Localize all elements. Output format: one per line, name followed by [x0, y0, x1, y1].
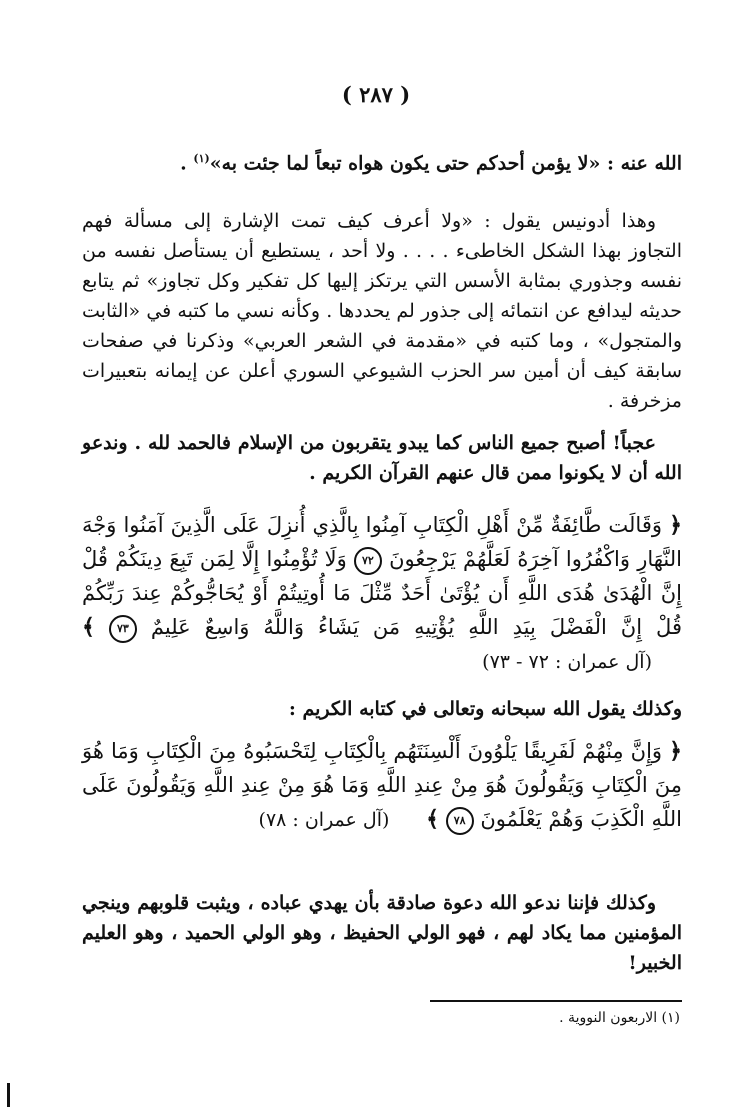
verse-2-text: وَإِنَّ مِنْهُمْ لَفَرِيقًا يَلْوُونَ أَلْسِنَتَهُم بِالْكِتَابِ لِتَحْسَبُوهُ مِنَ الْكِتَابِ وَمَا هُوَ مِنَ الْكِتَابِ وَيَقُولُونَ هُوَ مِنْ عِندِ اللَّهِ وَمَا هُوَ مِنْ عِندِ اللَّهِ وَيَقُولُونَ عَلَى اللَّهِ الْكَذِبَ وَهُمْ يَعْلَمُونَ [82, 739, 682, 831]
paragraph-adonis-text: وهذا أدونيس يقول : «ولا أعرف كيف تمت الإشارة إلى مسألة فهم التجاوز بهذا الشكل الخاطىء . . . . ولا أحد ، يستطيع أن يستأصل نفسه من نفسه وجذوري بمثابة الأسس التي يرتكز إليها كل تفكير وكل تجاوز» ثم يتابع حديثه ليدافع عن انتمائه إلى جذور لم يحددها . وكأنه نسي ما كتبه في «الثابت والمتجول» ، وما كتبه في «مقدمة في الشعر العربي» وذكرنا في صفحات سابقة كيف أن أمين سر الحزب الشيوعي السوري أعلن عن إيمانه بتعبيرات مزخرفة . [82, 210, 682, 412]
paragraph-wonder [82, 428, 682, 488]
verse-1-citation: (آل عمران : ٧٢ - ٧٣) [482, 651, 652, 673]
footnote-reference: (١) [193, 152, 210, 165]
footnote-divider [430, 1000, 682, 1002]
ayah-number-marker: ٧٣ [109, 615, 137, 643]
paragraph-prayer [82, 888, 682, 978]
verse-1-text-a: وَقَالَت طَّائِفَةٌ مِّنْ أَهْلِ الْكِتَابِ آمِنُوا بِالَّذِي أُنزِلَ عَلَى الَّذِينَ آمَنُوا وَجْهَ النَّهَارِ وَاكْفُرُوا آخِرَهُ لَعَلَّهُمْ يَرْجِعُونَ [82, 513, 682, 571]
paragraph-wonder-text: عجباً! أصبح جميع الناس كما يبدو يتقربون من الإسلام فالحمد لله . وندعو الله أن لا يكونوا ممن قال عنهم القرآن الكريم . [82, 432, 682, 484]
hadith-text: الله عنه : «لا يؤمن أحدكم حتى يكون هواه تبعاً لما جئت به» [209, 152, 682, 175]
paragraph-and-so [82, 694, 682, 724]
verse-close-bracket: ﴾ [426, 806, 439, 832]
scan-edge-mark [7, 1083, 10, 1107]
quran-verse-2 [82, 734, 682, 837]
quran-verse-1 [82, 508, 682, 679]
verse-close-bracket: ﴾ [82, 614, 95, 640]
paragraph-adonis [82, 206, 682, 416]
verse-2-citation: (آل عمران : ٧٨) [258, 809, 390, 831]
paragraph-prayer-text: وكذلك فإننا ندعو الله دعوة صادقة بأن يهدي عباده ، ويثبت قلوبهم وينجي المؤمنين مما يكاد لهم ، فهو الولي الحفيظ ، وهو الولي الحميد ، وهو العليم الخبير! [82, 892, 682, 974]
footnote: (١) الاربعون النووية . [559, 1010, 680, 1026]
paragraph-hadith: الله عنه : «لا يؤمن أحدكم حتى يكون هواه تبعاً لما جئت به»$^{(١)}$ . [180, 152, 682, 175]
paragraph-and-so-text: وكذلك يقول الله سبحانه وتعالى في كتابه الكريم : [288, 698, 682, 720]
verse-open-bracket: ﴿ [669, 512, 682, 538]
page-number: ( ٢٨٧ ) [341, 82, 411, 107]
ayah-number-marker: ٧٨ [446, 807, 474, 835]
verse-1-text-b: وَلَا تُؤْمِنُوا إِلَّا لِمَن تَبِعَ دِينَكُمْ قُلْ إِنَّ الْهُدَىٰ هُدَى اللَّهِ أَن يُؤْتَىٰ أَحَدٌ مِّثْلَ مَا أُوتِيتُمْ أَوْ يُحَاجُّوكُمْ عِندَ رَبِّكُمْ قُلْ إِنَّ الْفَضْلَ بِيَدِ اللَّهِ يُؤْتِيهِ مَن يَشَاءُ وَاللَّهُ وَاسِعٌ عَلِيمٌ [82, 547, 683, 639]
ayah-number-marker: ٧٢ [354, 547, 382, 575]
verse-open-bracket: ﴿ [669, 738, 682, 764]
